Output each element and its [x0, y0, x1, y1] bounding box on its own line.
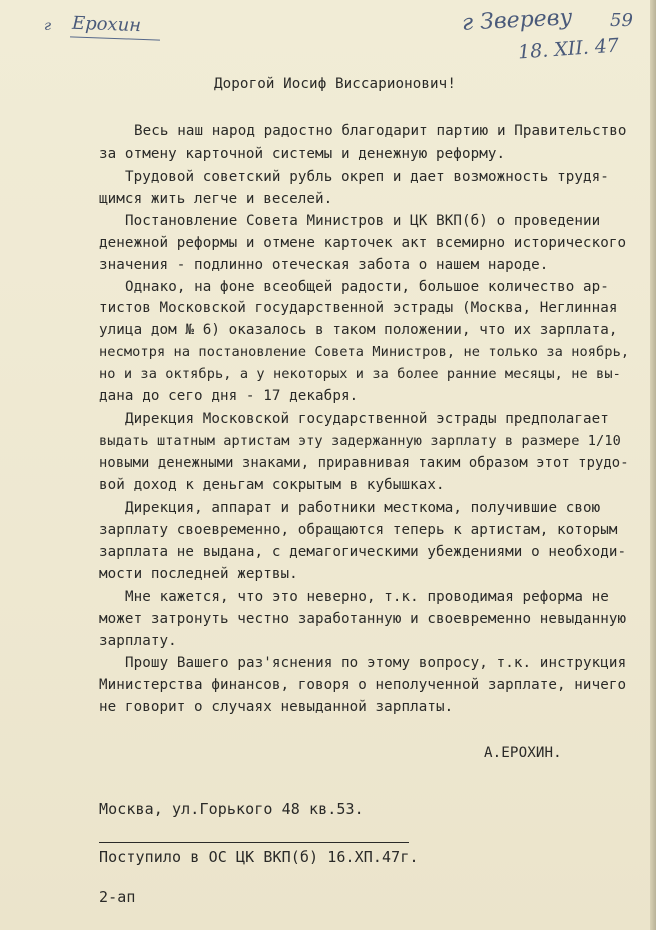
body-line: может затронуть честно заработанную и своевременно невыданную [99, 611, 627, 627]
body-line: зарплата не выдана, с демагогическими убеждениями о необходи- [99, 544, 627, 560]
body-line: за отмену карточной системы и денежную реформу. [99, 146, 506, 162]
sender-address: Москва, ул.Горького 48 кв.53. [99, 800, 364, 818]
body-line: зарплату. [99, 633, 177, 649]
body-line: тистов Московской государственной эстрады (Москва, Неглинная [99, 300, 618, 316]
body-line: денежной реформы и отмене карточек акт всемирно исторического [99, 235, 627, 251]
signature: А.ЕРОХИН. [484, 745, 562, 761]
handwritten-mark: г [44, 18, 52, 34]
body-line: Постановление Совета Министров и ЦК ВКП(б) о проведении [125, 213, 601, 229]
body-line: Прошу Вашего раз'яснения по этому вопросу, т.к. инструкция [125, 655, 627, 671]
handwritten-name-erokhin: Ерохин [71, 12, 142, 37]
footer-code: 2-ап [99, 888, 136, 906]
body-line: дана до сего дня - 17 декабря. [99, 388, 359, 404]
separator-line [99, 842, 409, 843]
page-edge-shadow [650, 0, 656, 930]
body-line: несмотря на постановление Совета Министров, не только за ноябрь, [99, 344, 630, 360]
received-stamp-line: Поступило в ОС ЦК ВКП(б) 16.ХП.47г. [99, 848, 419, 866]
handwritten-underline [70, 36, 160, 40]
handwritten-addressee: г Звереву [461, 5, 573, 36]
body-line: новыми денежными знаками, приравнивая таким образом этот трудо- [99, 455, 629, 471]
body-line: значения - подлинно отеческая забота о нашем народе. [99, 257, 549, 273]
body-line: Министерства финансов, говоря о неполученной зарплате, ничего [99, 677, 627, 693]
body-line: мости последней жертвы. [99, 566, 298, 582]
body-line: но и за октябрь, а у некоторых и за более ранние месяцы, не вы- [99, 366, 621, 382]
body-line: вой доход к деньгам сокрытым в кубышках. [99, 477, 445, 493]
body-line: Трудовой советский рубль окреп и дает возможность трудя- [125, 169, 609, 185]
body-line: Весь наш народ радостно благодарит партию и Правительство [134, 123, 627, 139]
body-line: улица дом № 6) оказалось в таком положении, что их зарплата, [99, 322, 618, 338]
body-line: выдать штатным артистам эту задержанную зарплату в размере 1/10 [99, 433, 621, 449]
body-line: не говорит о случаях невыданной зарплаты. [99, 699, 454, 715]
handwritten-sheet-number: 59 [610, 10, 633, 31]
body-line: Дирекция Московской государственной эстрады предполагает [125, 411, 609, 427]
body-line: Мне кажется, что это неверно, т.к. проводимая реформа не [125, 589, 609, 605]
salutation: Дорогой Иосиф Виссарионович! [214, 76, 456, 92]
body-line: Дирекция, аппарат и работники месткома, получившие свою [125, 500, 601, 516]
body-line: зарплату своевременно, обращаются теперь к артистам, которым [99, 522, 618, 538]
handwritten-date: 18. XII. 47 [517, 34, 620, 64]
body-line: Однако, на фоне всеобщей радости, большое количество ар- [125, 279, 609, 295]
body-line: щимся жить легче и веселей. [99, 191, 333, 207]
